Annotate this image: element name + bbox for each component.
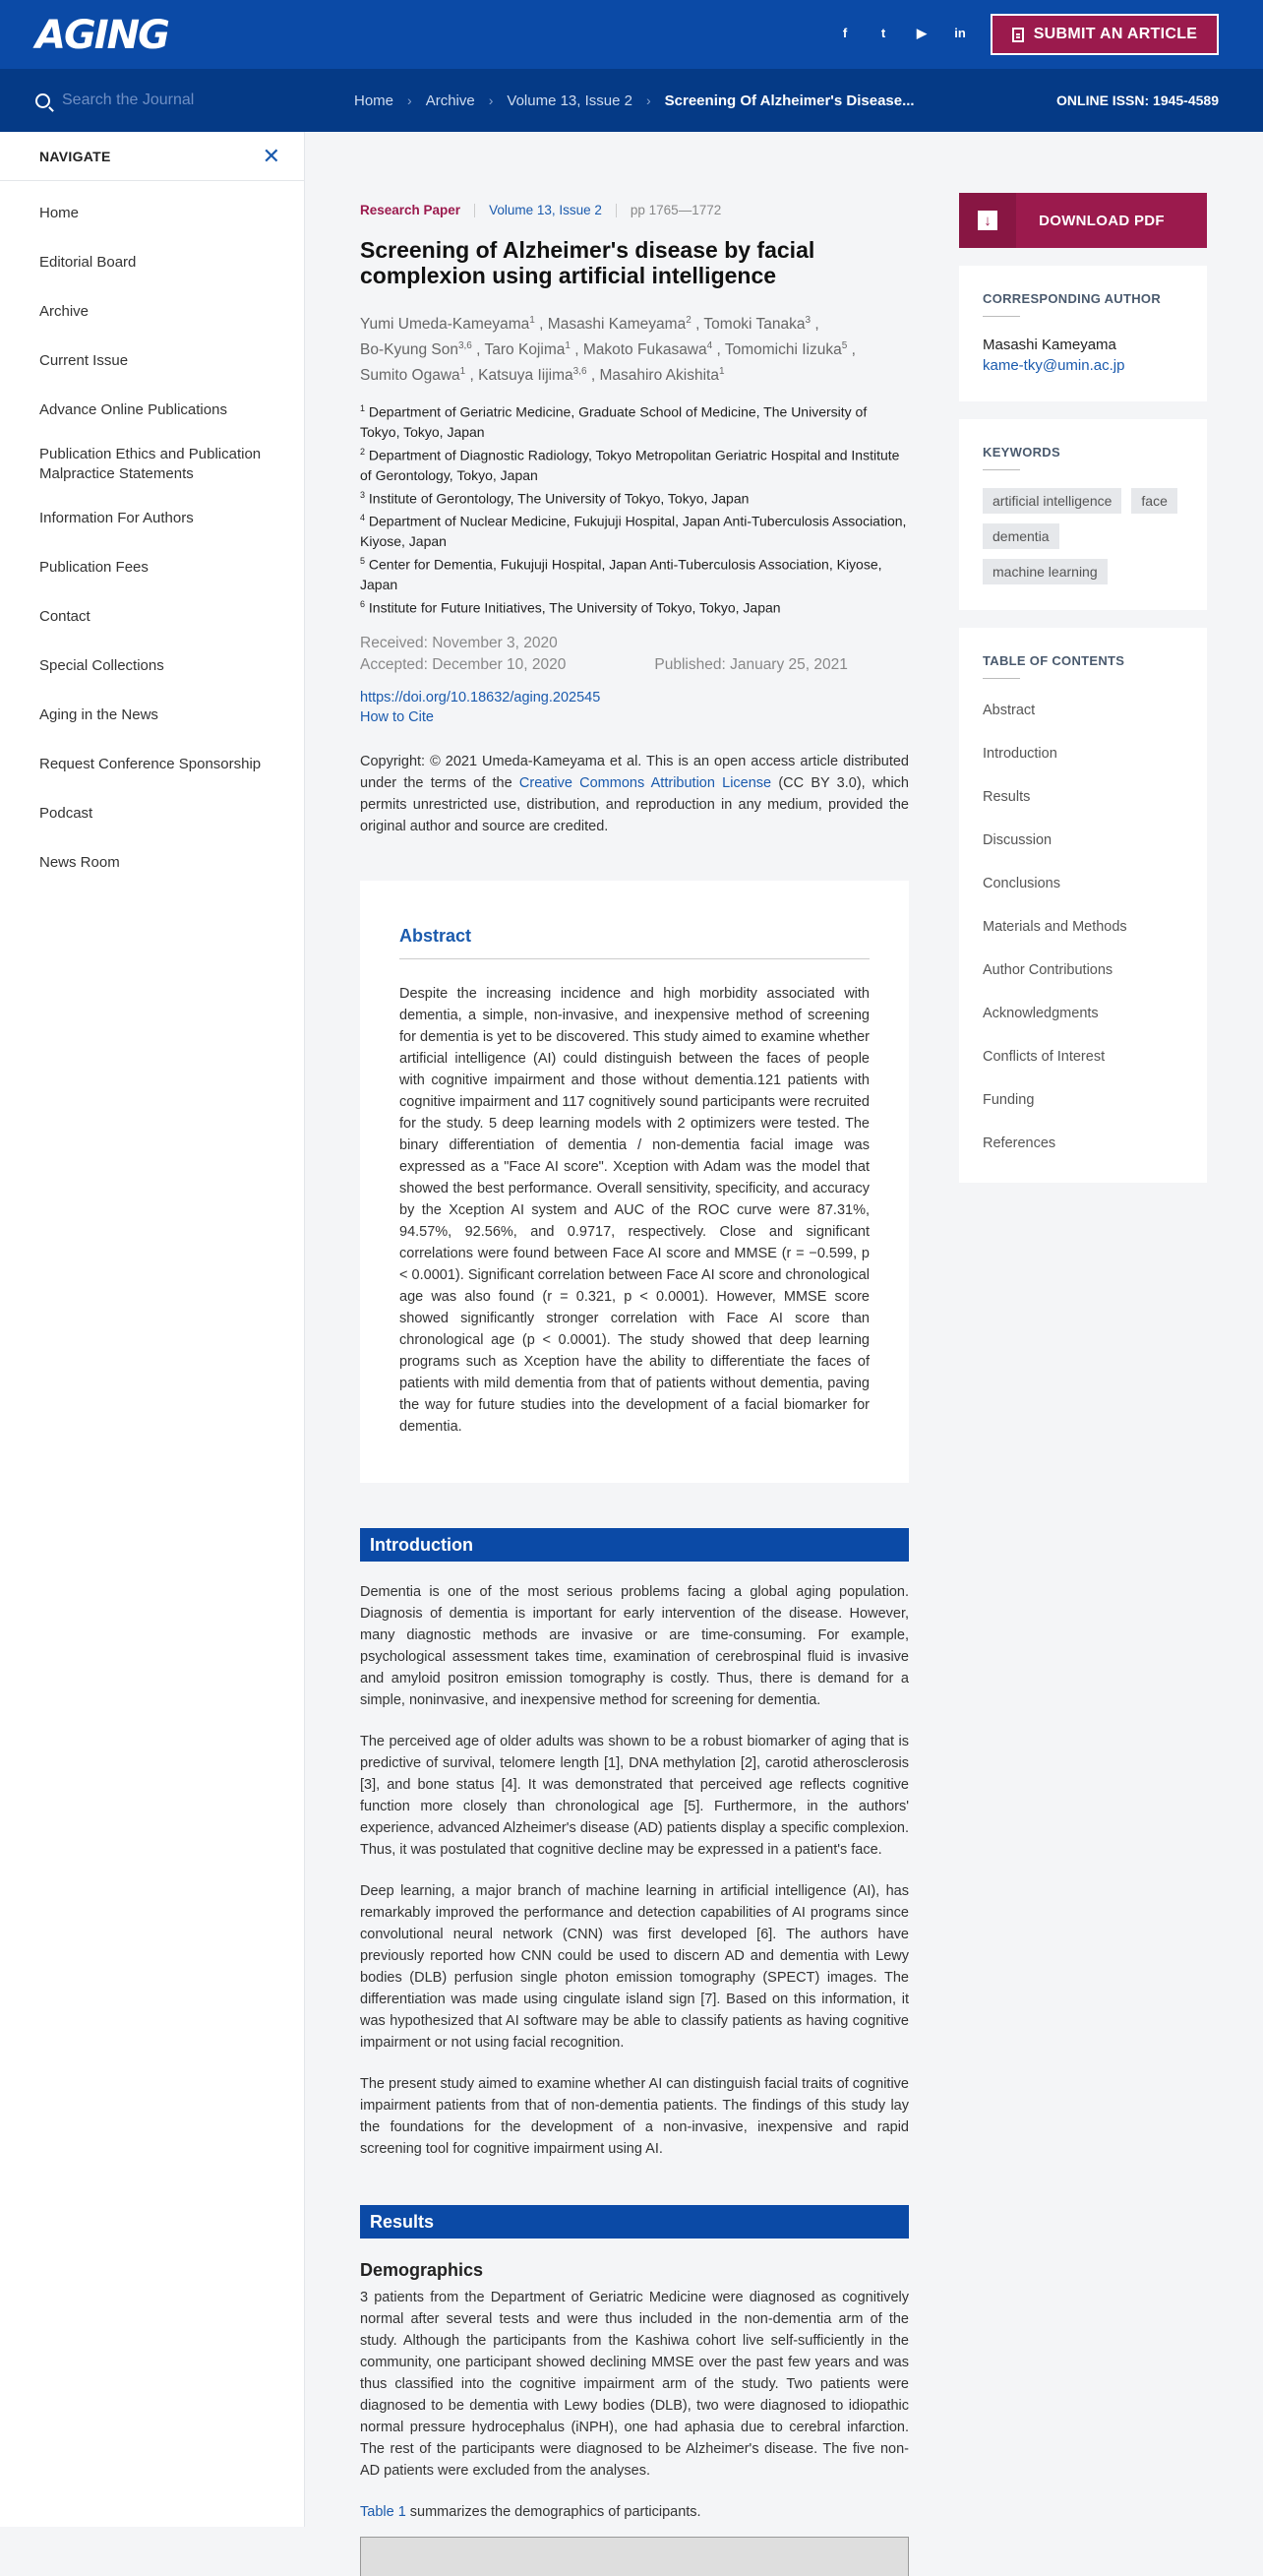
author-name[interactable]: Tomoki Tanaka [703, 316, 806, 334]
sidebar-item-information-for-authors[interactable]: Information For Authors [39, 510, 194, 526]
keyword-tag[interactable]: face [1131, 488, 1176, 514]
divider [983, 469, 1020, 470]
license-link[interactable]: Creative Commons Attribution License [518, 775, 772, 792]
article-title: Screening of Alzheimer's disease by facial complexion using artificial intelligence [360, 237, 815, 288]
linkedin-icon[interactable]: in [954, 26, 966, 40]
search-box [35, 87, 331, 114]
search-input[interactable] [62, 92, 318, 109]
demographics-paragraph: 3 patients from the Department of Geriatric Medicine were diagnosed as cognitively normal after several tests and were thus included in the non-dementia arm of the study. Although the participants from the Kashiwa cohort live self-sufficiently in the community, one participant showed declining MMSE over the past few years and was thus classified into the cognitive impairment arm of the study. Two patients were diagnosed to be dementia with Lewy bodies (DLB), two were diagnosed to idiopathic normal pressure hydrocephalus (iNPH), one had aphasia due to cerebral infarction. The rest of the participants were diagnosed to be Alzheimer's disease. The five non-AD patients were excluded from the analyses. [360, 2290, 909, 2480]
chevron-right-icon: › [488, 92, 494, 108]
online-issn: ONLINE ISSN: 1945-4589 [1056, 92, 1219, 108]
affiliation: $^1$ Department of Geriatric Medicine, Graduate School of Medicine, The University of Tokyo, Tokyo, Japan [360, 403, 868, 441]
received-date: Received: November 3, 2020 [360, 635, 558, 652]
toc-item-introduction[interactable]: Introduction [983, 746, 1057, 762]
toc-item-conflicts[interactable]: Conflicts of Interest [983, 1049, 1106, 1065]
sidebar-list [0, 181, 304, 888]
article-volume-link[interactable]: Volume 13, Issue 2 [489, 203, 602, 217]
author-name[interactable]: Bo-Kyung Son [360, 341, 458, 359]
table-reference: Table 1 summarizes the demographics of participants. [360, 2504, 701, 2521]
toc-item-references[interactable]: References [983, 1135, 1056, 1151]
affiliation: $^5$ Center for Dementia, Fukujuji Hospital, Japan Anti-Tuberculosis Association, Kiyose, Japan [360, 556, 882, 592]
author-name[interactable]: Katsuya Iijima [478, 367, 573, 385]
article-links [360, 688, 909, 727]
intro-paragraph: Dementia is one of the most serious problems facing a global aging population. Diagnosis of dementia is important for early intervention of the disease. However, many diagnostic methods are invasive or are time-consuming. For example, psychological assessment takes time, examination of cerebrospinal fluid is invasive and amyloid positron emission tomography is costly. Thus, there is demand for a simple, noninvasive, and inexpensive method for screening for dementia. [360, 1584, 909, 1709]
affiliation: $^4$ Department of Nuclear Medicine, Fukujuji Hospital, Japan Anti-Tuberculosis Association, Kiyose, Japan [360, 513, 907, 550]
search-icon[interactable] [35, 93, 50, 108]
article-pages: pp 1765—1772 [630, 203, 722, 217]
corresponding-author-card [959, 266, 1207, 401]
toc-item-acknowledgments[interactable]: Acknowledgments [983, 1006, 1099, 1021]
author-list: Yumi Umeda-Kameyama$^1$ , Masashi Kameyama$^2$ , Tomoki Tanaka$^3$ , Bo-Kyung Son$^{3,6}$ , Taro Kojima$^1$ , Makoto Fukasawa$^4$ , Tomomichi Iizuka$^5$ , Sumito Ogawa$^1$ , Katsuya Iijima$^{3,6}$ , Masahiro Akishita$^1$ [360, 315, 856, 385]
author-name[interactable]: Masashi Kameyama [547, 316, 687, 334]
breadcrumb-current: Screening Of Alzheimer's Disease... [664, 92, 915, 109]
divider [983, 678, 1020, 679]
journal-logo[interactable]: AGING [35, 13, 168, 58]
toc-item-results[interactable]: Results [983, 789, 1031, 805]
keyword-tag[interactable]: artificial intelligence [983, 488, 1121, 514]
author-name[interactable]: Yumi Umeda-Kameyama [360, 316, 530, 334]
affiliation: $^2$ Department of Diagnostic Radiology, Tokyo Metropolitan Geriatric Hospital and Institute of Gerontology, Tokyo, Japan [360, 447, 900, 483]
intro-paragraph: The present study aimed to examine whether AI can distinguish facial traits of cognitive impairment patients from that of non-dementia patients. The findings of this study lay the foundations for the development of a non-invasive, inexpensive and rapid screening tool for cognitive impairment using AI. [360, 2076, 909, 2158]
sidebar-item-contact[interactable]: Contact [39, 608, 90, 625]
abstract-card [360, 881, 909, 1483]
close-icon[interactable]: ✕ [262, 143, 280, 168]
keywords-card [959, 419, 1207, 610]
sidebar-item-current-issue[interactable]: Current Issue [39, 352, 129, 369]
sub-navigation-bar [0, 69, 1263, 132]
introduction-heading: Introduction [360, 1528, 909, 1562]
sidebar-item-home[interactable]: Home [39, 205, 80, 221]
sidebar-item-publication-fees[interactable]: Publication Fees [39, 559, 149, 576]
download-pdf-button[interactable] [959, 193, 1207, 248]
toc-title: TABLE OF CONTENTS [983, 653, 1125, 668]
sidebar-item-podcast[interactable]: Podcast [39, 805, 93, 822]
intro-paragraph: The perceived age of older adults was shown to be a robust biomarker of aging that is predictive of survival, telomere length [1], DNA methylation [2], carotid atherosclerosis [3], and bone status [4]. It was demonstrated that perceived age reflects cognitive function more closely than chronological age [5]. Furthermore, in the authors' experience, advanced Alzheimer's disease (AD) patients display a specific complexion. Thus, it was postulated that cognitive decline may be expressed in a patient's face. [360, 1734, 909, 1859]
top-header [0, 0, 1263, 69]
article-main [360, 187, 909, 2576]
document-icon [1012, 28, 1024, 42]
demographics-heading: Demographics [360, 2260, 484, 2281]
author-name[interactable]: Sumito Ogawa [360, 367, 460, 385]
published-date: Published: January 25, 2021 [654, 656, 848, 674]
table-of-contents-card [959, 628, 1207, 1183]
divider [616, 204, 617, 217]
sidebar-item-archive[interactable]: Archive [39, 303, 90, 320]
divider [474, 204, 475, 217]
submit-article-button[interactable] [991, 14, 1219, 55]
abstract-heading: Abstract [399, 926, 870, 959]
right-column [959, 193, 1207, 1183]
article-dates [360, 633, 909, 676]
download-icon: ↓ [959, 193, 1016, 248]
toc-item-funding[interactable]: Funding [983, 1092, 1035, 1108]
sidebar-item-aging-in-the-news[interactable]: Aging in the News [39, 706, 158, 723]
table-1-link[interactable]: Table 1 [360, 2504, 406, 2521]
sidebar-header [0, 132, 304, 181]
divider [983, 316, 1020, 317]
youtube-icon[interactable]: ▶ [917, 26, 927, 40]
keyword-tag[interactable]: machine learning [983, 559, 1108, 584]
toc-list [983, 697, 1183, 1157]
intro-paragraph: Deep learning, a major branch of machine learning in artificial intelligence (AI), has remarkably improved the performance and detection capabilities of AI programs since convolutional neural network (CNN) was first developed [6]. The authors have previously reported how CNN could be used to discern AD and dementia with Lewy bodies (DLB) perfusion single photon emission tomography (SPECT) images. The differentiation was made using cingulate island sign [7]. Based on this information, it was hypothesized that AI software may be able to classify patients as having cognitive impairment or not using facial recognition. [360, 1883, 909, 2052]
affiliation: $^6$ Institute for Future Initiatives, The University of Tokyo, Tokyo, Japan [360, 598, 781, 616]
sidebar-item-advance-online[interactable]: Advance Online Publications [39, 401, 227, 418]
author-name[interactable]: Taro Kojima [484, 341, 566, 359]
accepted-date: Accepted: December 10, 2020 [360, 656, 567, 674]
navigate-sidebar [0, 132, 305, 2527]
chevron-right-icon: › [407, 92, 412, 108]
corresponding-author-email[interactable]: kame-tky@umin.ac.jp [983, 357, 1125, 374]
table-1-preview[interactable] [360, 2537, 909, 2576]
keyword-tag[interactable]: dementia [983, 523, 1059, 549]
toc-item-materials-methods[interactable]: Materials and Methods [983, 919, 1127, 935]
results-heading: Results [360, 2205, 909, 2239]
breadcrumb-home[interactable]: Home [354, 92, 394, 109]
submit-article-label: SUBMIT AN ARTICLE [1033, 26, 1198, 42]
doi-link[interactable]: https://doi.org/10.18632/aging.202545 [360, 690, 601, 706]
affiliation-list [360, 399, 909, 617]
how-to-cite-link[interactable]: How to Cite [360, 709, 434, 726]
author-name[interactable]: Masahiro Akishita [599, 367, 719, 385]
sidebar-item-editorial-board[interactable]: Editorial Board [39, 254, 137, 271]
affiliation: $^3$ Institute of Gerontology, The University of Tokyo, Tokyo, Japan [360, 489, 750, 507]
chevron-right-icon: › [645, 92, 651, 108]
author-name[interactable]: Makoto Fukasawa [582, 341, 707, 359]
facebook-icon[interactable]: f [842, 26, 848, 40]
copyright-notice: Copyright: © 2021 Umeda-Kameyama et al. This is an open access article distributed under the terms of the Creative Commons Attribution License (CC BY 3.0), which permits unrestricted use, distribution, and reproduction in any medium, provided the original author and source are credited. [360, 754, 909, 835]
corresponding-author-title: CORRESPONDING AUTHOR [983, 291, 1162, 306]
download-pdf-label: DOWNLOAD PDF [1039, 212, 1165, 229]
breadcrumb-issue[interactable]: Volume 13, Issue 2 [507, 92, 632, 109]
corresponding-author-name: Masashi Kameyama [983, 337, 1116, 353]
keyword-list [983, 488, 1183, 584]
article-meta [360, 203, 909, 217]
keywords-title: KEYWORDS [983, 445, 1060, 460]
toc-item-abstract[interactable]: Abstract [983, 703, 1036, 718]
breadcrumb-archive[interactable]: Archive [425, 92, 475, 109]
twitter-icon[interactable]: t [880, 26, 886, 40]
sidebar-item-conference-sponsorship[interactable]: Request Conference Sponsorship [39, 756, 262, 772]
toc-item-author-contributions[interactable]: Author Contributions [983, 962, 1113, 978]
toc-item-conclusions[interactable]: Conclusions [983, 876, 1060, 891]
sidebar-item-news-room[interactable]: News Room [39, 854, 120, 871]
sidebar-title: NAVIGATE [39, 148, 111, 164]
sidebar-item-publication-ethics[interactable]: Publication Ethics and Publication Malpractice Statements [39, 446, 262, 482]
sidebar-item-special-collections[interactable]: Special Collections [39, 657, 164, 674]
abstract-text: Despite the increasing incidence and high morbidity associated with dementia, a simple, non-invasive, and inexpensive method of screening for dementia is yet to be discovered. This study aimed to examine whether artificial intelligence (AI) could distinguish between the faces of people with cognitive impairment and those without dementia.121 patients with cognitive impairment and 117 cognitively sound participants were recruited for the study. 5 deep learning models with 2 optimizers were tested. The binary differentiation of dementia / non-dementia facial image was expressed as a "Face AI score". Xception with Adam was the model that showed the best performance. Overall sensitivity, specificity, and accuracy by the Xception AI system and AUC of the ROC curve were 87.31%, 94.57%, 92.56%, and 0.9717, respectively. Close and significant correlations were found between Face AI score and MMSE (r = −0.599, p < 0.0001). Significant correlation between Face AI score and chronological age was also found (r = 0.321, p < 0.0001). However, MMSE score showed significantly stronger correlation with Face AI score than chronological age (p < 0.0001). The study showed that deep learning programs such as Xception have the ability to differentiate the faces of patients with mild dementia from that of patients without dementia, paving the way for future studies into the development of a facial biomarker for dementia. [399, 986, 870, 1436]
toc-item-discussion[interactable]: Discussion [983, 832, 1052, 848]
author-name[interactable]: Tomomichi Iizuka [724, 341, 842, 359]
article-type: Research Paper [360, 203, 461, 217]
breadcrumb [354, 69, 915, 132]
